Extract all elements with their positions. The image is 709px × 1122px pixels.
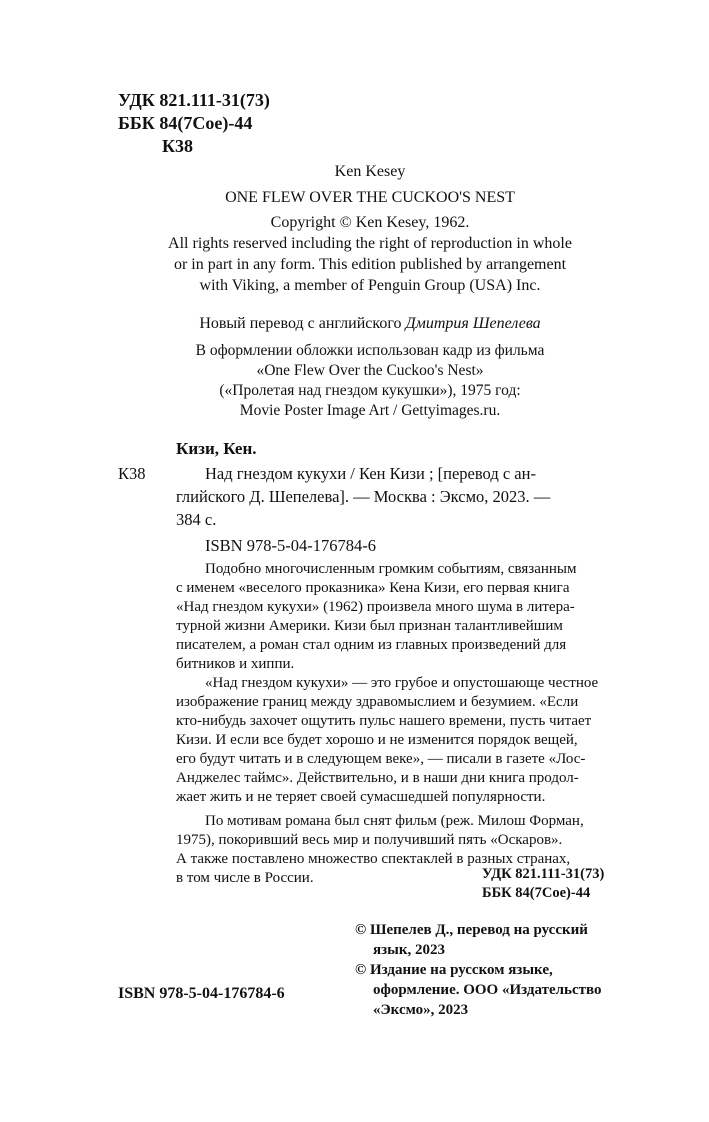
original-author: Ken Kesey xyxy=(334,163,406,180)
annotation-line: его будут читать и в следующем веке», — писали в газете «Лос- xyxy=(176,751,586,767)
cover-credit-line: В оформлении обложки использован кадр из фильма xyxy=(195,342,545,359)
catalog-entry-line: Над гнездом кукухи / Кен Кизи ; [перевод с ан- xyxy=(205,464,536,483)
translation-prefix: Новый перевод с английского xyxy=(199,315,406,332)
rights-text: Издание на русском языке, xyxy=(369,962,553,978)
original-title: ONE FLEW OVER THE CUCKOO'S NEST xyxy=(225,189,515,206)
annotation-line: Подобно многочисленным громким событиям, связанным xyxy=(205,561,577,577)
annotation-line: писателем, а роман стал одним из главных произведений для xyxy=(176,637,567,653)
rights-line: All rights reserved including the right of reproduction in whole xyxy=(168,235,572,252)
annotation-line: 1975), покоривший весь мир и получивший пять «Оскаров». xyxy=(176,832,563,848)
catalog-entry-line: глийского Д. Шепелева]. — Москва : Эксмо, 2023. — xyxy=(176,487,551,506)
author-mark: К38 xyxy=(162,136,194,156)
rights-text: «Эксмо», 2023 xyxy=(373,1002,469,1018)
rights-text: оформление. ООО «Издательство xyxy=(373,982,602,998)
annotation-line: с именем «веселого проказника» Кена Кизи, его первая книга xyxy=(176,580,570,596)
annotation-line: Кизи. И если все будет хорошо и не изменится порядок вещей, xyxy=(176,732,578,748)
translator-name: Дмитрия Шепелева xyxy=(405,315,541,332)
annotation-line: в том числе в России. xyxy=(176,870,314,886)
cover-credit-line: «One Flew Over the Cuckoo's Nest» xyxy=(256,362,484,379)
annotation-line: А также поставлено множество спектаклей в разных странах, xyxy=(176,851,571,867)
rights-text: Шепелев Д., перевод на русский xyxy=(369,922,588,938)
cover-credit-line: («Пролетая над гнездом кукушки»), 1975 год: xyxy=(219,382,521,399)
cover-credit-line: Movie Poster Image Art / Gettyimages.ru. xyxy=(239,402,501,419)
annotation-line: изображение границ между здравомыслием и безумием. «Если xyxy=(176,694,579,710)
copyright-symbol: © xyxy=(355,922,367,938)
annotation-line: По мотивам романа был снят фильм (реж. Милош Форман, xyxy=(205,813,584,829)
footer-udk: УДК 821.111-31(73) xyxy=(482,866,605,882)
annotation-line: «Над гнездом кукухи» (1962) произвела много шума в литера- xyxy=(176,599,575,615)
catalog-mark: К38 xyxy=(118,464,146,483)
annotation-line: турной жизни Америки. Кизи был признан талантливейшим xyxy=(176,618,563,634)
rights-line: or in part in any form. This edition published by arrangement xyxy=(173,256,567,273)
rights-text: язык, 2023 xyxy=(373,942,445,958)
copyright-symbol: © xyxy=(355,962,367,978)
catalog-entry-line: 384 с. xyxy=(176,510,217,529)
annotation-line: битников и хиппи. xyxy=(176,656,295,672)
annotation-line: кто-нибудь захочет ощутить пульс нашего времени, пусть читает xyxy=(176,713,592,729)
annotation-line: «Над гнездом кукухи» — это грубое и опустошающе честное xyxy=(205,675,599,691)
udk-code: УДК 821.111-31(73) xyxy=(118,90,270,110)
bbk-code: ББК 84(7Сое)-44 xyxy=(118,113,253,133)
footer-bbk: ББК 84(7Сое)-44 xyxy=(482,885,591,901)
bottom-isbn: ISBN 978-5-04-176784-6 xyxy=(118,985,285,1002)
annotation-line: Анджелес таймс». Действительно, и в наши дни книга продол- xyxy=(176,770,579,786)
catalog-isbn: ISBN 978-5-04-176784-6 xyxy=(205,536,376,555)
translation-credit xyxy=(100,315,640,333)
annotation-line: жает жить и не теряет своей сумасшедшей популярности. xyxy=(176,789,546,805)
rights-translation xyxy=(355,920,588,960)
copyright-line: Copyright © Ken Kesey, 1962. xyxy=(270,214,470,231)
rights-line: with Viking, a member of Penguin Group (USA) Inc. xyxy=(199,277,541,294)
rights-edition xyxy=(355,960,602,1020)
catalog-author-heading: Кизи, Кен. xyxy=(176,439,257,458)
